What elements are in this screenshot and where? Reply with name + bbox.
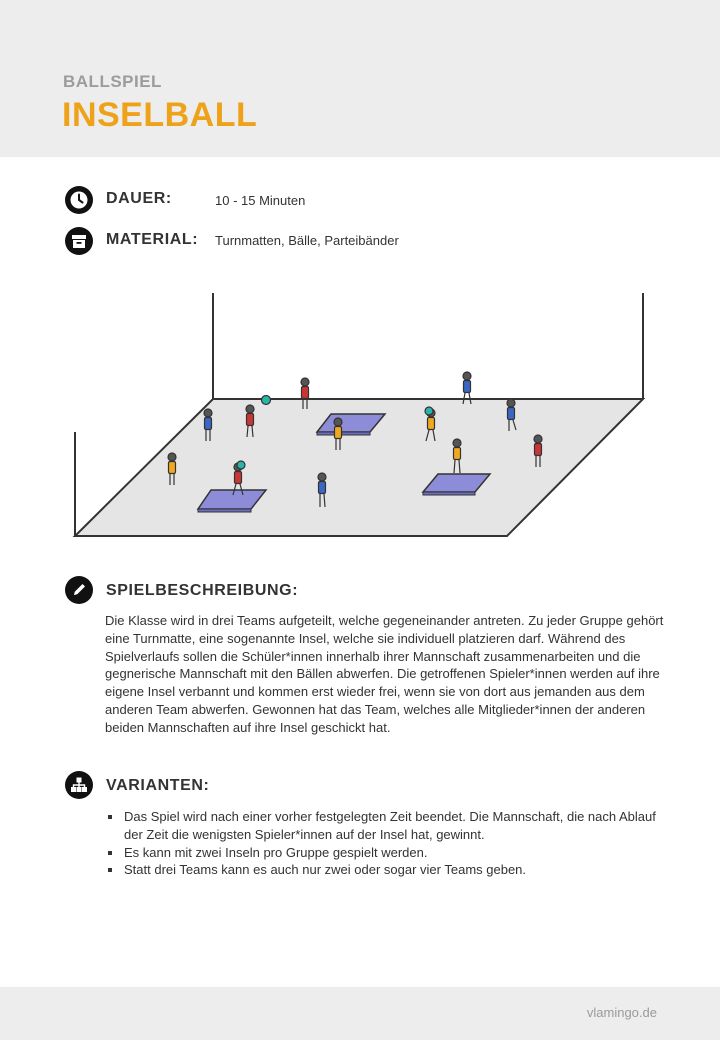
pencil-icon xyxy=(65,576,93,604)
hierarchy-icon xyxy=(65,771,93,799)
description-text: Die Klasse wird in drei Teams aufgeteilt, welche gegeneinander antreten. Zu jeder Gruppe gehört eine Turnmatte, eine sogenannte Insel, welche sie individuell platzieren darf. Während des Spielverlaufs sollen die Schüler*innen innerhalb ihrer Mannschaft zusammenarbeiten und die gegnerische Mannschaft mit den Bällen abwerfen. Die getroffenen Spieler*innen werden auf ihre eigene Insel verbannt und kommen erst wieder frei, wenn sie von dort aus jemanden aus dem anderen Team abwerfen. Gewonnen hat das Team, welches alle Mitglieder*innen der anderen beiden Mannschaften auf ihre Insel geschickt hat. xyxy=(105,613,664,735)
variants-list xyxy=(105,808,665,879)
clock-icon xyxy=(65,186,93,214)
description-label: SPIELBESCHREIBUNG: xyxy=(106,582,299,599)
category-label: BALLSPIEL xyxy=(63,72,162,91)
material-label: MATERIAL: xyxy=(106,231,199,248)
archive-box-icon xyxy=(65,227,93,255)
gym-hall-illustration xyxy=(60,285,660,545)
site-link[interactable]: vlamingo.de xyxy=(586,1005,657,1020)
ball xyxy=(237,461,245,469)
variants-label: VARIANTEN: xyxy=(106,777,210,794)
variant-item: Statt drei Teams kann es auch nur zwei oder sogar vier Teams geben. xyxy=(105,861,665,879)
ball xyxy=(262,396,271,405)
duration-label: DAUER: xyxy=(106,190,172,207)
material-value: Turnmatten, Bälle, Parteibänder xyxy=(215,233,399,248)
page-header xyxy=(0,0,720,157)
page-title: INSELBALL xyxy=(62,96,258,134)
duration-value: 10 - 15 Minuten xyxy=(215,193,306,208)
variant-item: Es kann mit zwei Inseln pro Gruppe gespielt werden. xyxy=(105,844,665,862)
variant-item: Das Spiel wird nach einer vorher festgelegten Zeit beendet. Die Mannschaft, die nach Ablauf der Zeit die wenigsten Spieler*innen auf der Insel hat, gewinnt. xyxy=(105,808,665,844)
ball xyxy=(425,407,433,415)
page-footer xyxy=(0,987,720,1040)
